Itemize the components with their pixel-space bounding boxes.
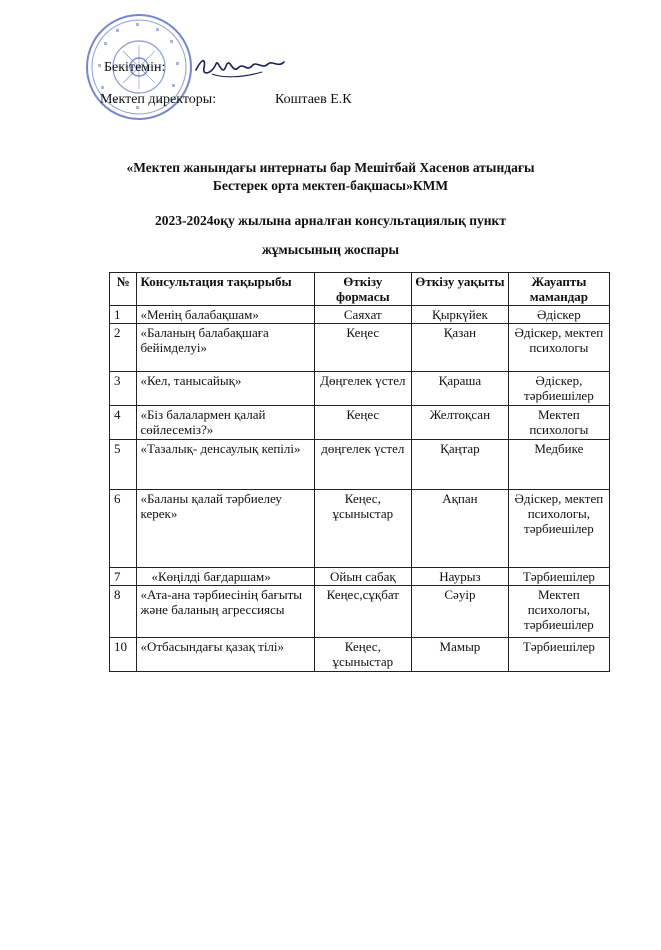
row-time: Сәуір <box>412 586 509 638</box>
director-label: Мектеп директоры: <box>100 92 217 107</box>
table-row <box>110 568 610 586</box>
row-topic: «Отбасындағы қазақ тілі» <box>137 638 314 672</box>
table-row <box>110 490 610 568</box>
row-form: Кеңес,сұқбат <box>314 586 412 638</box>
title-line-3: 2023-2024оқу жылына арналған консультациялық пункт <box>155 213 506 228</box>
title-line-4: жұмысының жоспары <box>261 242 400 257</box>
director-name: Коштаев Е.К <box>275 92 352 107</box>
header-time: Өткізу уақыты <box>412 273 509 306</box>
row-topic: «Біз балалармен қалай сөйлесеміз?» <box>137 406 314 440</box>
signature-icon <box>192 48 288 84</box>
row-responsible: Медбике <box>508 440 609 490</box>
row-topic: «Баланың балабақшаға бейімделуі» <box>137 324 314 372</box>
row-topic: «Тазалық- денсаулық кепілі» <box>137 440 314 490</box>
row-num: 10 <box>110 638 137 672</box>
row-form: Кеңес, ұсыныстар <box>314 638 412 672</box>
row-num: 6 <box>110 490 137 568</box>
row-num: 8 <box>110 586 137 638</box>
consultation-plan-table <box>109 272 610 672</box>
table-row <box>110 372 610 406</box>
row-time: Ақпан <box>412 490 509 568</box>
table-row <box>110 440 610 490</box>
table-header-row <box>110 273 610 306</box>
row-num: 1 <box>110 306 137 324</box>
table-row <box>110 406 610 440</box>
row-time: Наурыз <box>412 568 509 586</box>
row-time: Қараша <box>412 372 509 406</box>
row-time: Мамыр <box>412 638 509 672</box>
row-form: Саяхат <box>314 306 412 324</box>
row-topic: «Ата-ана тәрбиесінің бағыты және баланың агрессиясы <box>137 586 314 638</box>
header-form: Өткізу формасы <box>314 273 412 306</box>
table-row <box>110 324 610 372</box>
table-row <box>110 586 610 638</box>
row-num: 4 <box>110 406 137 440</box>
row-responsible: Әдіскер, мектеп психологы <box>508 324 609 372</box>
table-row <box>110 638 610 672</box>
row-num: 2 <box>110 324 137 372</box>
row-num: 5 <box>110 440 137 490</box>
row-form: Дөңгелек үстел <box>314 372 412 406</box>
row-responsible: Тәрбиешілер <box>508 568 609 586</box>
table-row <box>110 306 610 324</box>
approved-label: Бекітемін: <box>104 60 166 75</box>
row-form: Кеңес <box>314 406 412 440</box>
row-responsible: Әдіскер, мектеп психологы, тәрбиешілер <box>508 490 609 568</box>
row-form: Ойын сабақ <box>314 568 412 586</box>
row-time: Желтоқсан <box>412 406 509 440</box>
row-topic: «Менің балабақшам» <box>137 306 314 324</box>
row-form: Кеңес, ұсыныстар <box>314 490 412 568</box>
row-time: Қаңтар <box>412 440 509 490</box>
row-responsible: Әдіскер <box>508 306 609 324</box>
row-num: 3 <box>110 372 137 406</box>
row-responsible: Тәрбиешілер <box>508 638 609 672</box>
row-form: дөңгелек үстел <box>314 440 412 490</box>
row-time: Қыркүйек <box>412 306 509 324</box>
row-responsible: Әдіскер, тәрбиешілер <box>508 372 609 406</box>
row-responsible: Мектеп психологы <box>508 406 609 440</box>
row-topic: «Кел, танысайық» <box>137 372 314 406</box>
header-num: № <box>110 273 137 306</box>
row-topic: «Баланы қалай тәрбиелеу керек» <box>137 490 314 568</box>
title-line-2: Бестерек орта мектеп-бақшасы»КММ <box>212 178 449 193</box>
row-time: Қазан <box>412 324 509 372</box>
row-responsible: Мектеп психологы, тәрбиешілер <box>508 586 609 638</box>
row-num: 7 <box>110 568 137 586</box>
header-topic: Консультация тақырыбы <box>137 273 314 306</box>
row-topic: «Көңілді бағдаршам» <box>137 568 314 586</box>
title-line-1: «Мектеп жанындағы интернаты бар Мешітбай Хасенов атындағы <box>126 160 535 175</box>
header-responsible: Жауапты мамандар <box>508 273 609 306</box>
row-form: Кеңес <box>314 324 412 372</box>
